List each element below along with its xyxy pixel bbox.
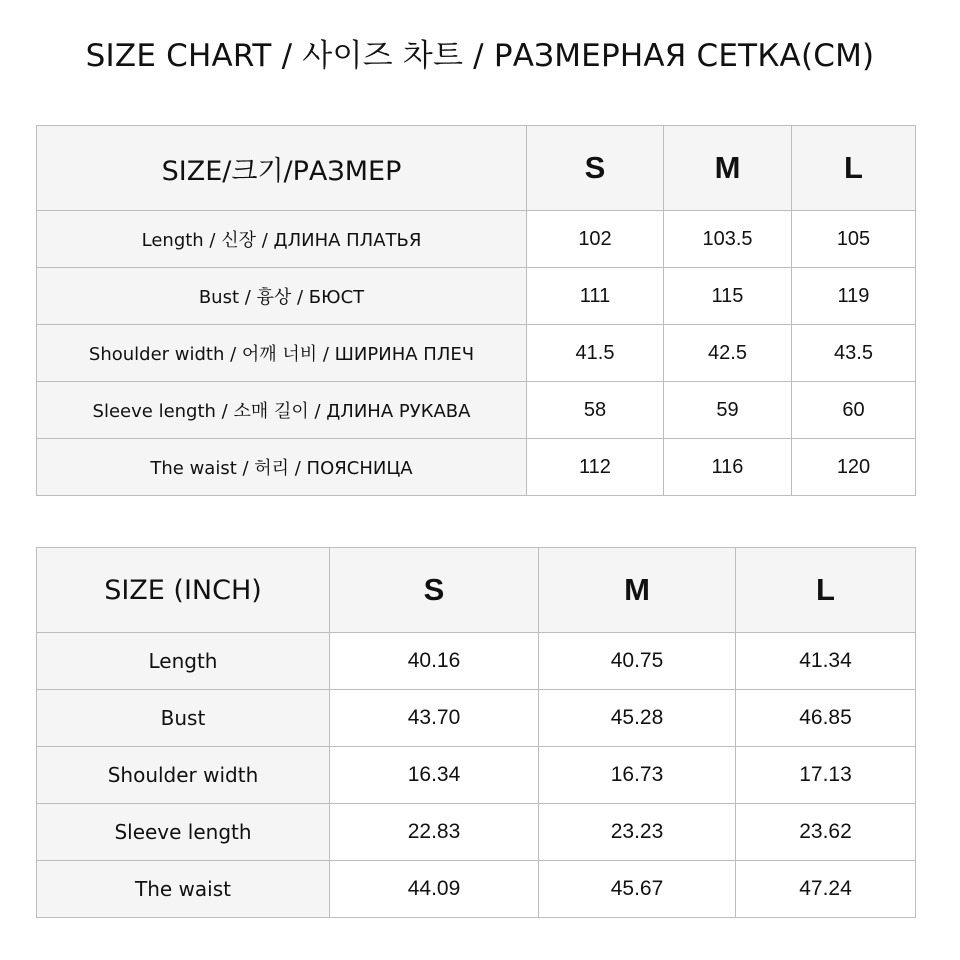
header-size-s: S xyxy=(527,126,664,211)
header-size-s: S xyxy=(330,548,539,633)
cell-value: 115 xyxy=(664,268,792,325)
cell-value: 40.75 xyxy=(539,633,736,690)
row-label-length: Length / 신장 / ДЛИНА ПЛАТЬЯ xyxy=(37,211,527,268)
table-row xyxy=(37,861,916,918)
table-row xyxy=(37,747,916,804)
table-row xyxy=(37,439,916,496)
table-row xyxy=(37,325,916,382)
cell-value: 102 xyxy=(527,211,664,268)
row-label-bust: Bust / 흉상 / БЮСТ xyxy=(37,268,527,325)
cell-value: 111 xyxy=(527,268,664,325)
cell-value: 45.28 xyxy=(539,690,736,747)
header-size-l: L xyxy=(792,126,916,211)
row-label-bust: Bust xyxy=(37,690,330,747)
row-label-length: Length xyxy=(37,633,330,690)
size-table-inch xyxy=(36,547,916,918)
table-header-row xyxy=(37,548,916,633)
cell-value: 46.85 xyxy=(736,690,916,747)
cell-value: 45.67 xyxy=(539,861,736,918)
row-label-waist: The waist xyxy=(37,861,330,918)
row-label-sleeve-length: Sleeve length / 소매 길이 / ДЛИНА РУКАВА xyxy=(37,382,527,439)
cell-value: 17.13 xyxy=(736,747,916,804)
cell-value: 120 xyxy=(792,439,916,496)
row-label-shoulder-width: Shoulder width / 어깨 너비 / ШИРИНА ПЛЕЧ xyxy=(37,325,527,382)
cell-value: 16.73 xyxy=(539,747,736,804)
cell-value: 23.23 xyxy=(539,804,736,861)
cell-value: 22.83 xyxy=(330,804,539,861)
cell-value: 41.34 xyxy=(736,633,916,690)
cell-value: 47.24 xyxy=(736,861,916,918)
cell-value: 58 xyxy=(527,382,664,439)
table-row xyxy=(37,690,916,747)
header-size-l: L xyxy=(736,548,916,633)
cell-value: 40.16 xyxy=(330,633,539,690)
table-row xyxy=(37,804,916,861)
row-label-waist: The waist / 허리 / ПОЯСНИЦА xyxy=(37,439,527,496)
page-title: SIZE CHART / 사이즈 차트 / РАЗМЕРНАЯ СЕТКА(CM) xyxy=(85,38,875,74)
table-row xyxy=(37,382,916,439)
cell-value: 116 xyxy=(664,439,792,496)
header-size-m: M xyxy=(539,548,736,633)
cell-value: 112 xyxy=(527,439,664,496)
table-header-row xyxy=(37,126,916,211)
table-row xyxy=(37,268,916,325)
cell-value: 59 xyxy=(664,382,792,439)
cell-value: 42.5 xyxy=(664,325,792,382)
cell-value: 44.09 xyxy=(330,861,539,918)
cell-value: 43.5 xyxy=(792,325,916,382)
table-row xyxy=(37,633,916,690)
cell-value: 103.5 xyxy=(664,211,792,268)
cell-value: 16.34 xyxy=(330,747,539,804)
row-label-shoulder-width: Shoulder width xyxy=(37,747,330,804)
size-table-cm xyxy=(36,125,916,496)
cell-value: 119 xyxy=(792,268,916,325)
table-row xyxy=(37,211,916,268)
cell-value: 60 xyxy=(792,382,916,439)
header-size-label: SIZE/크기/РАЗМЕР xyxy=(37,126,527,211)
cell-value: 43.70 xyxy=(330,690,539,747)
header-size-label: SIZE (INCH) xyxy=(37,548,330,633)
cell-value: 41.5 xyxy=(527,325,664,382)
cell-value: 23.62 xyxy=(736,804,916,861)
cell-value: 105 xyxy=(792,211,916,268)
row-label-sleeve-length: Sleeve length xyxy=(37,804,330,861)
header-size-m: M xyxy=(664,126,792,211)
